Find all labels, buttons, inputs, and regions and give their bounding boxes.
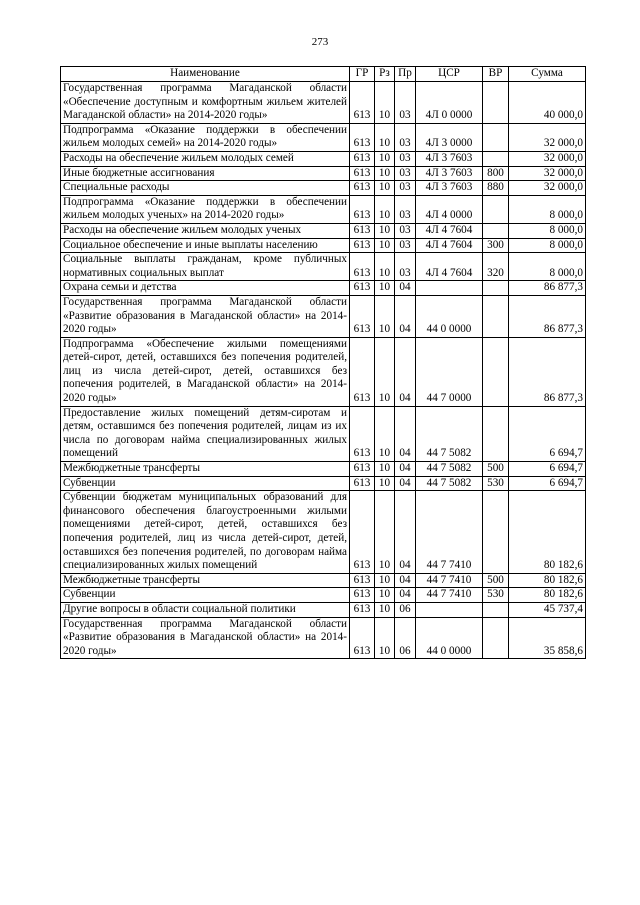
row-rz: 10: [375, 617, 395, 659]
row-gr: 613: [350, 337, 375, 406]
row-vr: [483, 602, 509, 617]
row-pr: 03: [395, 151, 416, 166]
row-gr: 613: [350, 181, 375, 196]
table-row: [61, 223, 586, 238]
row-pr: 03: [395, 181, 416, 196]
row-csr: 4Л 0 0000: [416, 82, 483, 124]
row-pr: 03: [395, 166, 416, 181]
row-name: Социальное обеспечение и иные выплаты населению: [61, 238, 350, 253]
row-sum: 86 877,3: [509, 281, 586, 296]
table-row: [61, 166, 586, 181]
row-rz: 10: [375, 337, 395, 406]
row-pr: 04: [395, 337, 416, 406]
row-vr: [483, 151, 509, 166]
row-sum: 6 694,7: [509, 476, 586, 491]
table-row: [61, 602, 586, 617]
row-gr: 613: [350, 295, 375, 337]
row-vr: [483, 195, 509, 223]
table-row: [61, 295, 586, 337]
row-gr: 613: [350, 82, 375, 124]
row-gr: 613: [350, 588, 375, 603]
table-row: [61, 195, 586, 223]
row-csr: 4Л 3 7603: [416, 166, 483, 181]
row-pr: 03: [395, 223, 416, 238]
row-csr: 44 7 7410: [416, 573, 483, 588]
row-csr: 4Л 4 0000: [416, 195, 483, 223]
row-rz: 10: [375, 223, 395, 238]
row-vr: 500: [483, 462, 509, 477]
row-pr: 06: [395, 602, 416, 617]
row-sum: 86 877,3: [509, 295, 586, 337]
row-csr: 44 7 5082: [416, 406, 483, 461]
row-pr: 03: [395, 195, 416, 223]
table-row: [61, 406, 586, 461]
table-row: [61, 281, 586, 296]
header-pr: Пр: [395, 67, 416, 82]
budget-table: [60, 66, 586, 659]
row-name: Государственная программа Магаданской области «Обеспечение доступным и комфортным жильем жителей Магаданской области» на 2014-2020 годы»: [61, 82, 350, 124]
row-gr: 613: [350, 151, 375, 166]
row-gr: 613: [350, 253, 375, 281]
row-csr: 4Л 4 7604: [416, 253, 483, 281]
header-rz: Рз: [375, 67, 395, 82]
row-vr: [483, 406, 509, 461]
row-csr: 44 0 0000: [416, 617, 483, 659]
table-row: [61, 253, 586, 281]
row-gr: 613: [350, 462, 375, 477]
table-row: [61, 181, 586, 196]
row-csr: 44 7 5082: [416, 476, 483, 491]
row-csr: [416, 281, 483, 296]
row-rz: 10: [375, 238, 395, 253]
header-vr: ВР: [483, 67, 509, 82]
row-gr: 613: [350, 166, 375, 181]
header-csr: ЦСР: [416, 67, 483, 82]
row-sum: 80 182,6: [509, 491, 586, 574]
row-name: Межбюджетные трансферты: [61, 462, 350, 477]
row-name: Государственная программа Магаданской области «Развитие образования в Магаданской области» на 2014-2020 годы»: [61, 617, 350, 659]
row-sum: 8 000,0: [509, 238, 586, 253]
row-gr: 613: [350, 238, 375, 253]
row-name: Подпрограмма «Оказание поддержки в обеспечении жильем молодых ученых» на 2014-2020 годы»: [61, 195, 350, 223]
row-gr: 613: [350, 491, 375, 574]
row-sum: 32 000,0: [509, 166, 586, 181]
row-rz: 10: [375, 602, 395, 617]
row-sum: 35 858,6: [509, 617, 586, 659]
row-rz: 10: [375, 281, 395, 296]
row-csr: [416, 602, 483, 617]
table-row: [61, 238, 586, 253]
row-pr: 03: [395, 238, 416, 253]
row-gr: 613: [350, 123, 375, 151]
row-pr: 03: [395, 82, 416, 124]
row-rz: 10: [375, 476, 395, 491]
header-sum: Сумма: [509, 67, 586, 82]
row-rz: 10: [375, 195, 395, 223]
row-gr: 613: [350, 281, 375, 296]
row-name: Предоставление жилых помещений детям-сиротам и детям, оставшимся без попечения родителей, лицам из их числа по договорам найма специализированных жилых помещений: [61, 406, 350, 461]
table-row: [61, 82, 586, 124]
row-name: Социальные выплаты гражданам, кроме публичных нормативных социальных выплат: [61, 253, 350, 281]
row-sum: 32 000,0: [509, 123, 586, 151]
row-vr: [483, 123, 509, 151]
row-csr: 4Л 3 7603: [416, 151, 483, 166]
row-gr: 613: [350, 223, 375, 238]
row-rz: 10: [375, 166, 395, 181]
row-vr: 320: [483, 253, 509, 281]
row-name: Другие вопросы в области социальной политики: [61, 602, 350, 617]
row-name: Специальные расходы: [61, 181, 350, 196]
row-sum: 8 000,0: [509, 195, 586, 223]
row-vr: 800: [483, 166, 509, 181]
row-name: Государственная программа Магаданской области «Развитие образования в Магаданской области» на 2014-2020 годы»: [61, 295, 350, 337]
row-vr: [483, 82, 509, 124]
row-pr: 06: [395, 617, 416, 659]
row-csr: 4Л 4 7604: [416, 238, 483, 253]
row-csr: 4Л 4 7604: [416, 223, 483, 238]
row-gr: 613: [350, 476, 375, 491]
row-vr: 530: [483, 476, 509, 491]
table-header-row: [61, 67, 586, 82]
row-vr: [483, 491, 509, 574]
header-name: Наименование: [61, 67, 350, 82]
table-row: [61, 462, 586, 477]
row-pr: 04: [395, 588, 416, 603]
row-gr: 613: [350, 195, 375, 223]
row-pr: 04: [395, 406, 416, 461]
row-gr: 613: [350, 602, 375, 617]
row-rz: 10: [375, 462, 395, 477]
row-vr: [483, 295, 509, 337]
row-sum: 32 000,0: [509, 181, 586, 196]
row-csr: 44 7 5082: [416, 462, 483, 477]
row-csr: 4Л 3 0000: [416, 123, 483, 151]
row-sum: 6 694,7: [509, 462, 586, 477]
row-name: Межбюджетные трансферты: [61, 573, 350, 588]
row-sum: 45 737,4: [509, 602, 586, 617]
row-name: Расходы на обеспечение жильем молодых семей: [61, 151, 350, 166]
row-name: Расходы на обеспечение жильем молодых ученых: [61, 223, 350, 238]
row-csr: 44 7 7410: [416, 491, 483, 574]
row-pr: 04: [395, 573, 416, 588]
page-number: 273: [311, 36, 329, 48]
row-vr: [483, 337, 509, 406]
row-vr: 880: [483, 181, 509, 196]
row-csr: 44 7 0000: [416, 337, 483, 406]
table-row: [61, 151, 586, 166]
header-gr: ГР: [350, 67, 375, 82]
row-name: Иные бюджетные ассигнования: [61, 166, 350, 181]
row-vr: 500: [483, 573, 509, 588]
row-rz: 10: [375, 295, 395, 337]
row-rz: 10: [375, 406, 395, 461]
row-pr: 04: [395, 491, 416, 574]
row-rz: 10: [375, 123, 395, 151]
row-pr: 04: [395, 462, 416, 477]
row-pr: 04: [395, 281, 416, 296]
row-rz: 10: [375, 491, 395, 574]
row-rz: 10: [375, 181, 395, 196]
row-vr: 300: [483, 238, 509, 253]
row-vr: [483, 223, 509, 238]
row-vr: 530: [483, 588, 509, 603]
row-sum: 40 000,0: [509, 82, 586, 124]
table-row: [61, 123, 586, 151]
row-gr: 613: [350, 406, 375, 461]
row-pr: 03: [395, 123, 416, 151]
row-gr: 613: [350, 617, 375, 659]
table-row: [61, 491, 586, 574]
row-vr: [483, 617, 509, 659]
row-pr: 04: [395, 476, 416, 491]
row-sum: 80 182,6: [509, 588, 586, 603]
table-row: [61, 617, 586, 659]
row-name: Субвенции: [61, 588, 350, 603]
row-rz: 10: [375, 82, 395, 124]
row-pr: 03: [395, 253, 416, 281]
row-name: Подпрограмма «Оказание поддержки в обеспечении жильем молодых семей» на 2014-2020 годы»: [61, 123, 350, 151]
row-sum: 8 000,0: [509, 223, 586, 238]
row-sum: 8 000,0: [509, 253, 586, 281]
row-name: Подпрограмма «Обеспечение жилыми помещениями детей-сирот, детей, оставшихся без попечения родителей, лиц из числа детей-сирот, детей, оставшихся без попечения родителей, в Магаданской области» на 2014-2020 годы»: [61, 337, 350, 406]
table-row: [61, 588, 586, 603]
row-gr: 613: [350, 573, 375, 588]
row-vr: [483, 281, 509, 296]
row-name: Субвенции бюджетам муниципальных образований для финансового обеспечения благоустроенными жилыми помещениями детей-сирот, детей, оставшихся без попечения родителей, лиц из числа детей-сирот, детей, оставшихся без попечения родителей, по договорам найма специализированных жилых помещений: [61, 491, 350, 574]
row-rz: 10: [375, 253, 395, 281]
row-pr: 04: [395, 295, 416, 337]
row-csr: 44 0 0000: [416, 295, 483, 337]
row-rz: 10: [375, 588, 395, 603]
row-csr: 4Л 3 7603: [416, 181, 483, 196]
row-sum: 32 000,0: [509, 151, 586, 166]
row-sum: 86 877,3: [509, 337, 586, 406]
table-row: [61, 337, 586, 406]
row-sum: 80 182,6: [509, 573, 586, 588]
table-row: [61, 476, 586, 491]
row-rz: 10: [375, 151, 395, 166]
table-row: [61, 573, 586, 588]
row-name: Охрана семьи и детства: [61, 281, 350, 296]
row-sum: 6 694,7: [509, 406, 586, 461]
row-csr: 44 7 7410: [416, 588, 483, 603]
row-name: Субвенции: [61, 476, 350, 491]
row-rz: 10: [375, 573, 395, 588]
